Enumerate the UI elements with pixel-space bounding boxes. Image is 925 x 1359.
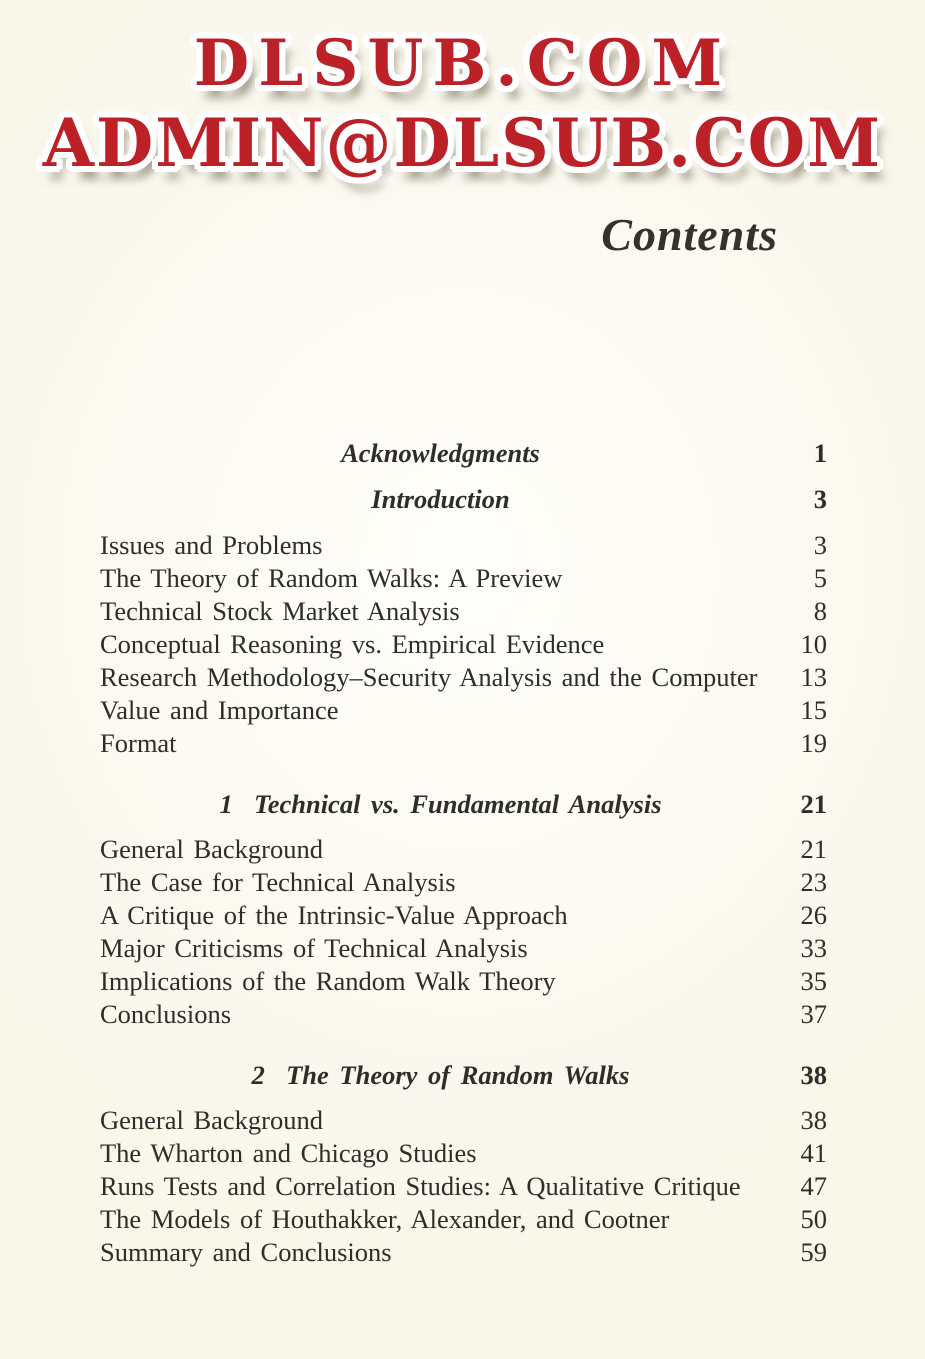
- toc-entry-label: Acknowledgments: [341, 438, 540, 468]
- toc-page-number: 15: [800, 695, 827, 725]
- toc-entry-label: General Background: [100, 1105, 324, 1135]
- toc-entry-label: The Theory of Random Walks: A Preview: [100, 563, 563, 593]
- toc-entry: [100, 437, 827, 470]
- toc-entry-label: Introduction: [371, 484, 510, 514]
- toc-entry: [100, 483, 827, 516]
- toc-entry: [100, 595, 827, 628]
- toc-page-number: 26: [800, 900, 827, 930]
- toc-entry-label: Technical Stock Market Analysis: [100, 596, 460, 626]
- toc-chapter-heading: [100, 788, 827, 821]
- toc-page-number: 5: [813, 563, 827, 593]
- toc-page-number: 47: [800, 1171, 827, 1201]
- toc-entry: [100, 932, 827, 965]
- toc-entry-label: The Case for Technical Analysis: [100, 867, 456, 897]
- toc-entry: [100, 661, 827, 694]
- toc-entry: [100, 1170, 827, 1203]
- watermark: [0, 26, 925, 182]
- toc-page-number: 19: [800, 728, 827, 758]
- toc-entry-label: 2 The Theory of Random Walks: [251, 1060, 630, 1090]
- toc-entry-label: 1 Technical vs. Fundamental Analysis: [219, 789, 662, 819]
- toc-entry: [100, 965, 827, 998]
- toc-page-number: 8: [813, 596, 827, 626]
- toc-entry: [100, 1236, 827, 1269]
- toc-entry: [100, 998, 827, 1031]
- toc-chapter-heading: [100, 1059, 827, 1092]
- toc-page-number: 23: [800, 867, 827, 897]
- toc-page-number: 10: [800, 629, 827, 659]
- toc-page-number: 38: [800, 1060, 827, 1090]
- toc-page-number: 37: [800, 999, 827, 1029]
- toc-entry-label: A Critique of the Intrinsic-Value Approach: [100, 900, 568, 930]
- toc-page-number: 35: [800, 966, 827, 996]
- toc-entry-label: Implications of the Random Walk Theory: [100, 966, 556, 996]
- toc-entry-label: The Wharton and Chicago Studies: [100, 1138, 477, 1168]
- toc-page-number: 3: [813, 530, 827, 560]
- toc-page-number: 3: [813, 484, 827, 514]
- toc-entry: [100, 1137, 827, 1170]
- toc-entry: [100, 899, 827, 932]
- toc-page-number: 38: [800, 1105, 827, 1135]
- toc-page-number: 50: [800, 1204, 827, 1234]
- toc-entry-label: Conclusions: [100, 999, 232, 1029]
- toc-page-number: 59: [800, 1237, 827, 1267]
- toc-page-number: 33: [800, 933, 827, 963]
- toc-entry-label: General Background: [100, 834, 324, 864]
- toc-entry-label: Conceptual Reasoning vs. Empirical Evidence: [100, 629, 605, 659]
- toc-entry-label: Summary and Conclusions: [100, 1237, 392, 1267]
- toc-entry: [100, 628, 827, 661]
- toc-entry: [100, 866, 827, 899]
- toc-entry: [100, 529, 827, 562]
- page-title: Contents: [601, 209, 778, 260]
- watermark-site-text: DLSUB.COM: [193, 26, 732, 101]
- toc-entry: [100, 833, 827, 866]
- watermark-email-text: ADMIN@DLSUB.COM: [42, 104, 883, 182]
- toc-entry: [100, 694, 827, 727]
- toc-entry: [100, 562, 827, 595]
- toc-entry-label: Runs Tests and Correlation Studies: A Qualitative Critique: [100, 1171, 741, 1201]
- toc-entry-label: Issues and Problems: [100, 530, 323, 560]
- toc-page-number: 1: [813, 438, 827, 468]
- toc-entry: [100, 1203, 827, 1236]
- toc-entry-label: Research Methodology–Security Analysis and the Computer: [100, 662, 758, 692]
- toc-entry-label: The Models of Houthakker, Alexander, and Cootner: [100, 1204, 670, 1234]
- toc-page-number: 13: [800, 662, 827, 692]
- toc-page-number: 21: [800, 789, 827, 819]
- toc-entry: [100, 1104, 827, 1137]
- toc-page-number: 21: [800, 834, 827, 864]
- toc-entry: [100, 727, 827, 760]
- toc-entry-label: Format: [100, 728, 177, 758]
- toc-page-number: 41: [800, 1138, 827, 1168]
- toc-entry-label: Value and Importance: [100, 695, 339, 725]
- table-of-contents: [100, 437, 827, 1269]
- toc-entry-label: Major Criticisms of Technical Analysis: [100, 933, 528, 963]
